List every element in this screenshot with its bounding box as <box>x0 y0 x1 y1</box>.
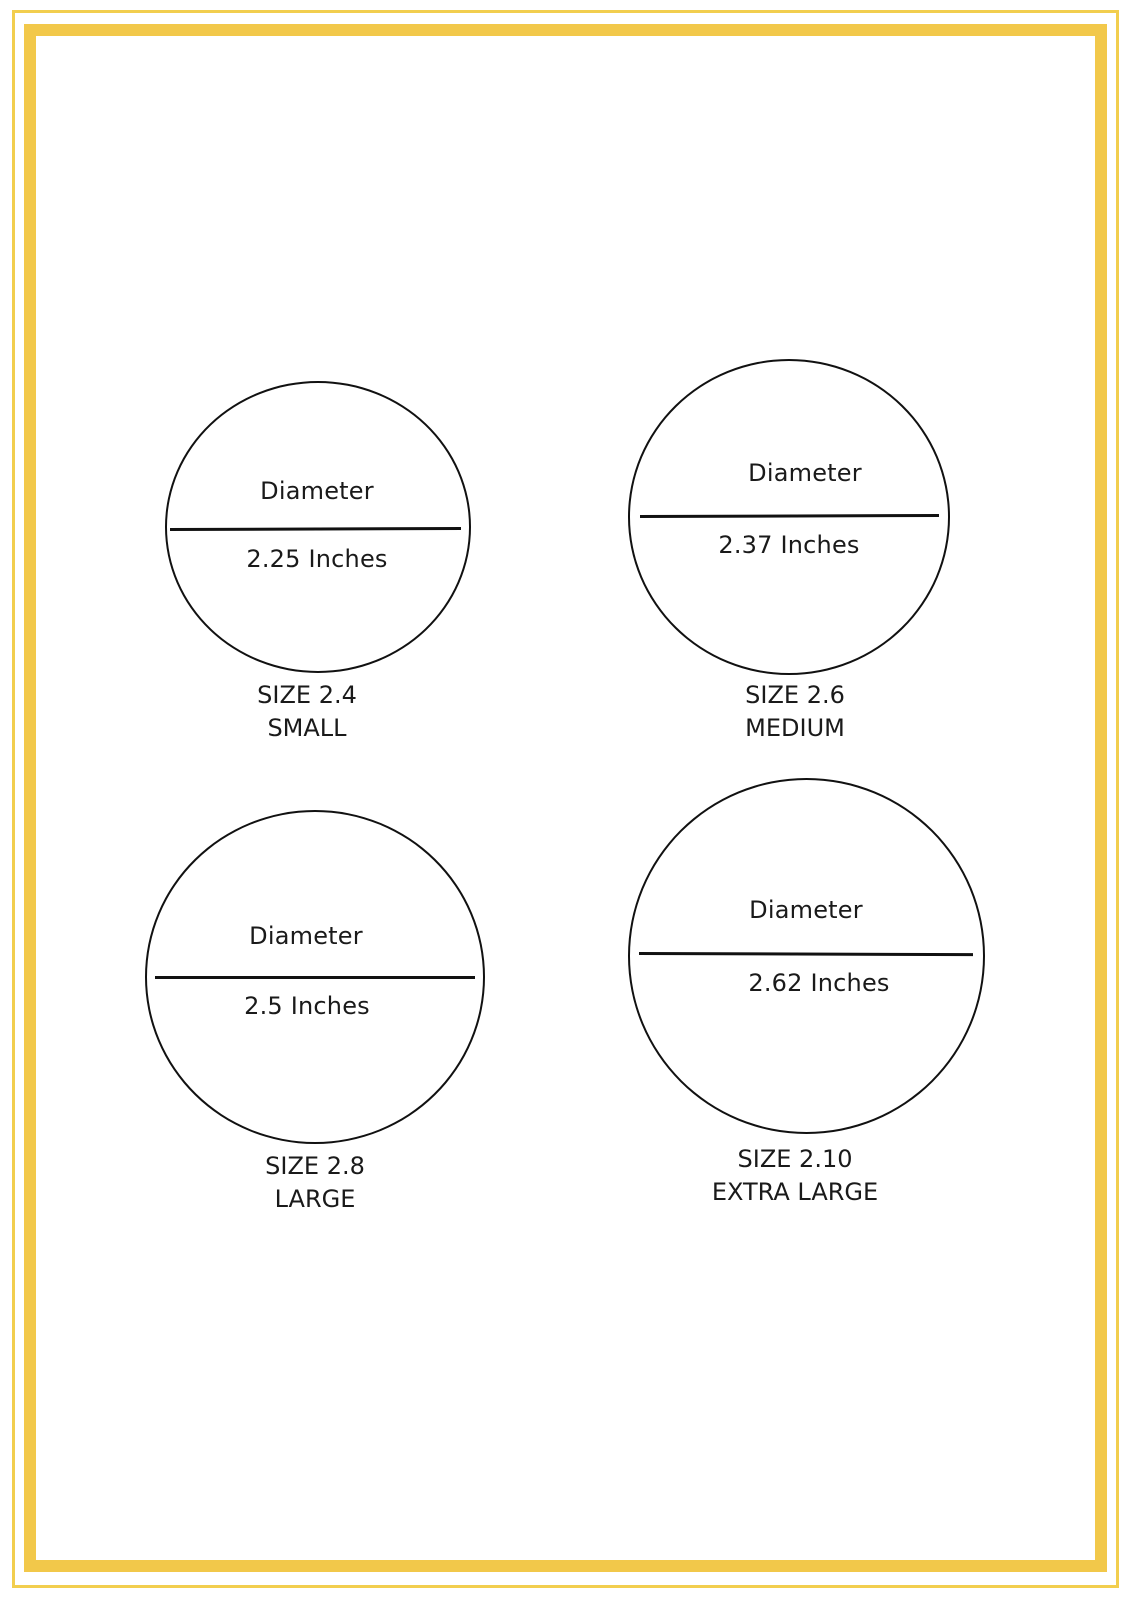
size-number-large: SIZE 2.8 <box>265 1152 365 1180</box>
diameter-label-small: Diameter <box>260 477 374 505</box>
diameter-line-large <box>155 976 475 979</box>
size-caption-medium <box>745 679 845 745</box>
page-border-inner <box>24 24 1107 1572</box>
measurement-large: 2.5 Inches <box>244 992 370 1020</box>
size-number-small: SIZE 2.4 <box>257 681 357 709</box>
size-number-medium: SIZE 2.6 <box>745 681 845 709</box>
size-number-extra-large: SIZE 2.10 <box>737 1145 853 1173</box>
measurement-extra-large: 2.62 Inches <box>748 969 890 997</box>
diameter-label-large: Diameter <box>249 922 363 950</box>
size-name-medium: MEDIUM <box>745 714 845 742</box>
size-caption-extra-large <box>712 1143 878 1209</box>
size-name-extra-large: EXTRA LARGE <box>711 1178 879 1206</box>
diameter-label-extra-large: Diameter <box>749 896 863 924</box>
size-name-small: SMALL <box>267 714 347 742</box>
measurement-medium: 2.37 Inches <box>718 531 860 559</box>
size-caption-small <box>257 679 357 745</box>
diameter-label-medium: Diameter <box>748 459 862 487</box>
measurement-small: 2.25 Inches <box>246 545 388 573</box>
size-caption-large <box>265 1150 365 1216</box>
size-name-large: LARGE <box>274 1185 356 1213</box>
